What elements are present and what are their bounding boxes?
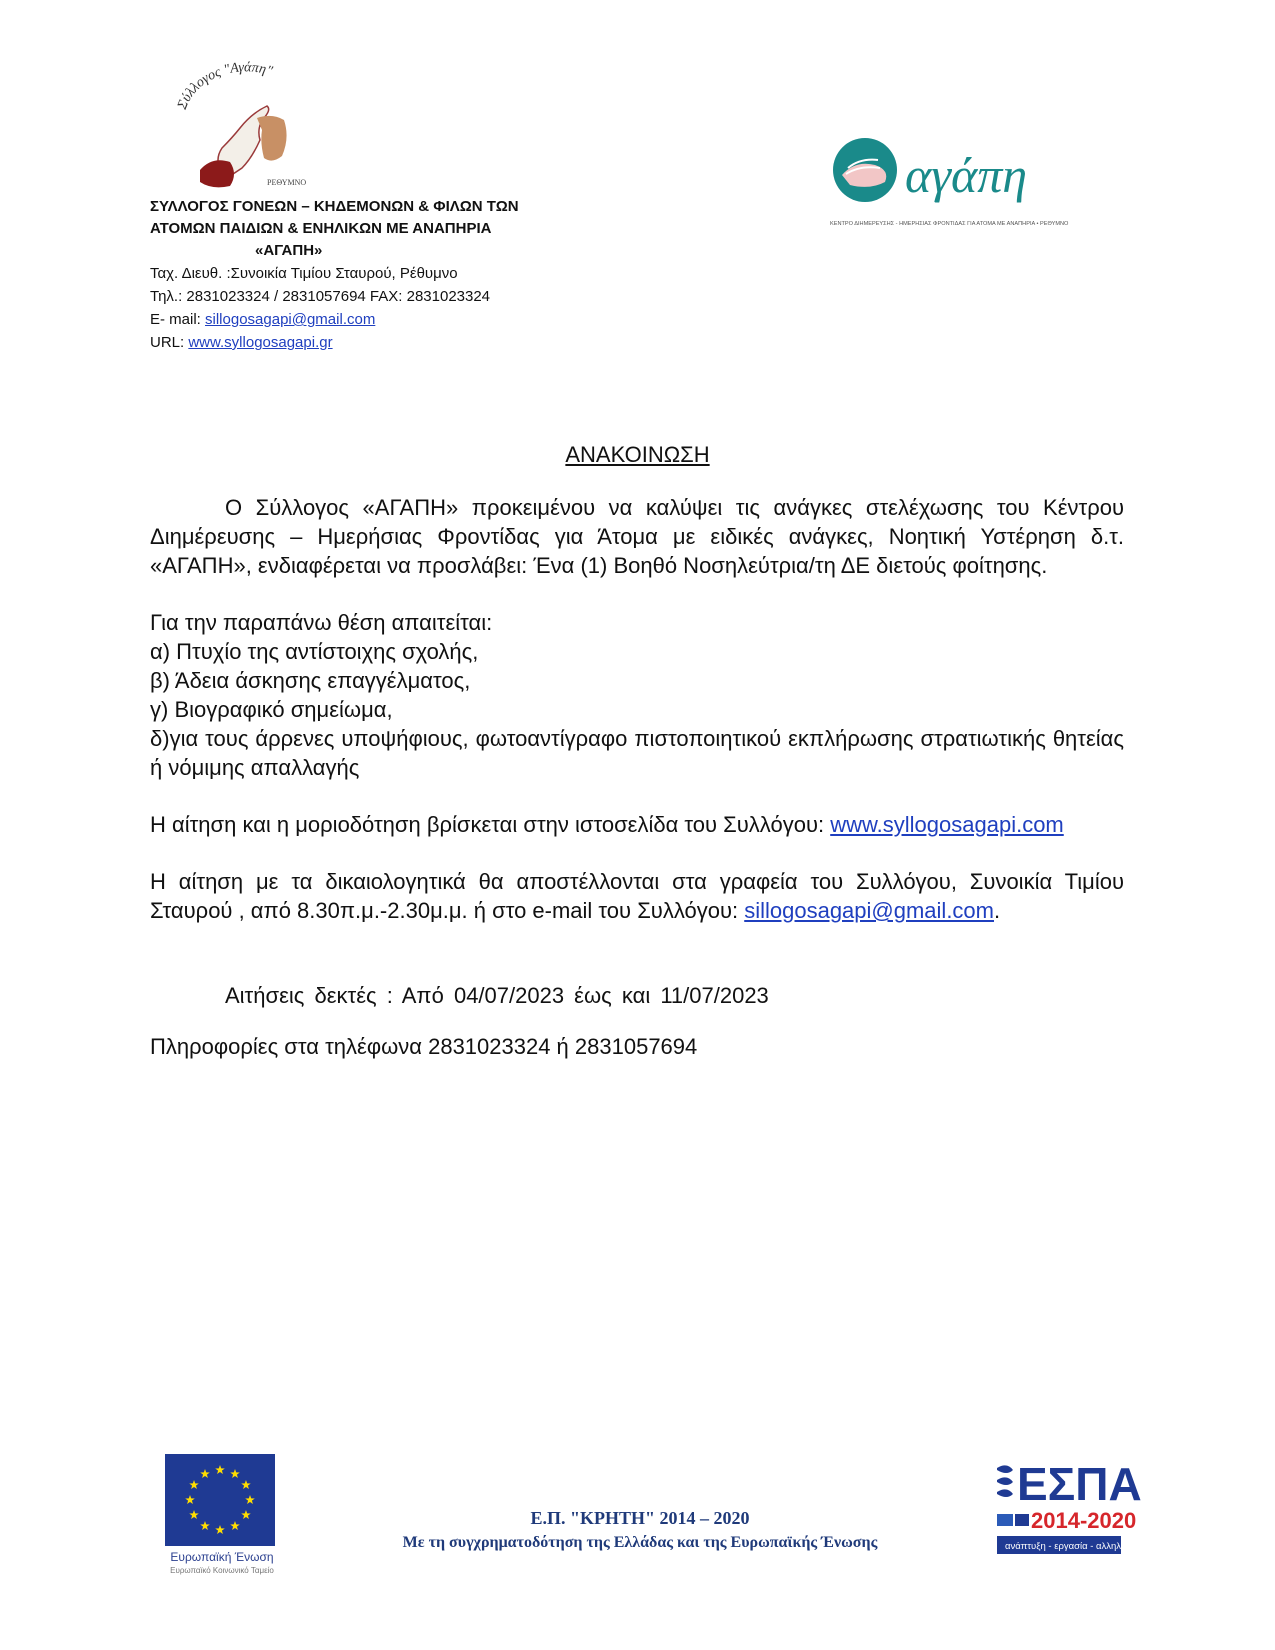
agapi-center-logo (830, 130, 1090, 240)
application-dates: Αιτήσεις δεκτές : Από 04/07/2023 έως και 11/07/2023 (225, 983, 769, 1008)
svg-text:Σύλλογος "Αγάπη": Σύλλογος "Αγάπη" (174, 60, 275, 112)
program-name: Ε.Π. "ΚΡΗΤΗ" 2014 – 2020 (530, 1508, 750, 1528)
org-name-line3: «ΑΓΑΠΗ» (255, 242, 323, 259)
contact-info: Πληροφορίες στα τηλέφωνα 2831023324 ή 2831057694 (150, 1034, 698, 1059)
announcement-title: ΑΝΑΚΟΙΝΩΣΗ (565, 442, 710, 467)
requirements-heading: Για την παραπάνω θέση απαιτείται: (150, 610, 493, 635)
svg-text:ΡΕΘΥΜΝΟ: ΡΕΘΥΜΝΟ (267, 178, 307, 187)
email-line (150, 308, 570, 331)
requirement-a: α) Πτυχίο της αντίστοιχης σχολής, (150, 639, 479, 664)
organization-contact-block (150, 196, 570, 354)
url-label: URL: (150, 334, 189, 351)
submission-email-link[interactable]: sillogosagapi@gmail.com (744, 898, 994, 923)
eu-caption: Ευρωπαϊκή Ένωση Ευρωπαϊκό Κοινωνικό Ταμείο (170, 1550, 274, 1575)
funding-note: Με τη συγχρηματοδότηση της Ελλάδας και της Ευρωπαϊκής Ένωσης (402, 1534, 878, 1551)
svg-text:2014-2020: 2014-2020 (1031, 1508, 1137, 1533)
syllogos-agapi-logo (172, 58, 322, 188)
svg-text:ανάπτυξη - εργασία - αλληλεγγύ: ανάπτυξη - εργασία - αλληλεγγύη (1005, 1541, 1146, 1552)
requirement-c: γ) Βιογραφικό σημείωμα, (150, 697, 393, 722)
org-name-line2: ΑΤΟΜΩΝ ΠΑΙΔΙΩΝ & ΕΝΗΛΙΚΩΝ ΜΕ ΑΝΑΠΗΡΙΑ (150, 220, 492, 237)
announcement-body (150, 493, 1124, 1061)
email-link[interactable]: sillogosagapi@gmail.com (205, 311, 376, 328)
phone-numbers: Τηλ.: 2831023324 / 2831057694 FAX: 2831023324 (150, 288, 491, 305)
org-name-line1: ΣΥΛΛΟΓΟΣ ΓΟΝΕΩΝ – ΚΗΔΕΜΟΝΩΝ & ΦΙΛΩΝ ΤΩΝ (150, 198, 519, 215)
submission-paragraph: Η αίτηση με τα δικαιολογητικά θα αποστέλλονται στα γραφεία του Συλλόγου, Συνοικία Τιμίου Σταυρού , από 8.30π.μ.-2.30μ.μ. ή στο e-mail του Συλλόγου: sillogosagapi@gmail.com. (150, 869, 1124, 923)
application-paragraph: Η αίτηση και η μοριοδότηση βρίσκεται στην ιστοσελίδα του Συλλόγου: www.syllogosagapi.com (150, 812, 1064, 837)
url-line (150, 331, 570, 354)
svg-text:αγάπη: αγάπη (905, 147, 1028, 203)
application-website-link[interactable]: www.syllogosagapi.com (830, 812, 1064, 837)
espa-logo (995, 1448, 1146, 1560)
postal-address: Ταχ. Διευθ. :Συνοικία Τιμίου Σταυρού, Ρέθυμνο (150, 265, 458, 282)
svg-text:ΚΕΝΤΡΟ ΔΙΗΜΕΡΕΥΣΗΣ - ΗΜΕΡΗΣΙΑΣ: ΚΕΝΤΡΟ ΔΙΗΜΕΡΕΥΣΗΣ - ΗΜΕΡΗΣΙΑΣ ΦΡΟΝΤΙΔΑΣ ΓΙΑ ΑΤΟΜΑ ΜΕ ΑΝΑΠΗΡΙΑ • ΡΕΘΥΜΝΟ (830, 221, 1069, 227)
funding-statement (320, 1505, 960, 1555)
email-label: E- mail: (150, 311, 206, 328)
svg-text:ΕΣΠΑ: ΕΣΠΑ (1017, 1458, 1142, 1510)
organization-name (150, 196, 570, 262)
website-link[interactable]: www.syllogosagapi.gr (188, 334, 333, 351)
eu-flag-icon (165, 1454, 275, 1546)
intro-paragraph: Ο Σύλλογος «ΑΓΑΠΗ» προκειμένου να καλύψει τις ανάγκες στελέχωσης του Κέντρου Διημέρευσης – Ημερήσιας Φροντίδας για Άτομα με ειδικές ανάγκες, Νοητική Υστέρηση δ.τ. «ΑΓΑΠΗ», ενδιαφέρεται να προσλάβει: Ένα (1) Βοηθό Νοσηλεύτρια/τη ΔΕ διετούς φοίτησης. (150, 495, 1124, 578)
requirement-d: δ)για τους άρρενες υποψήφιους, φωτοαντίγραφο πιστοποιητικού εκπλήρωσης στρατιωτικής θητείας ή νόμιμης απαλλαγής (150, 726, 1124, 780)
requirement-b: β) Άδεια άσκησης επαγγέλματος, (150, 668, 471, 693)
